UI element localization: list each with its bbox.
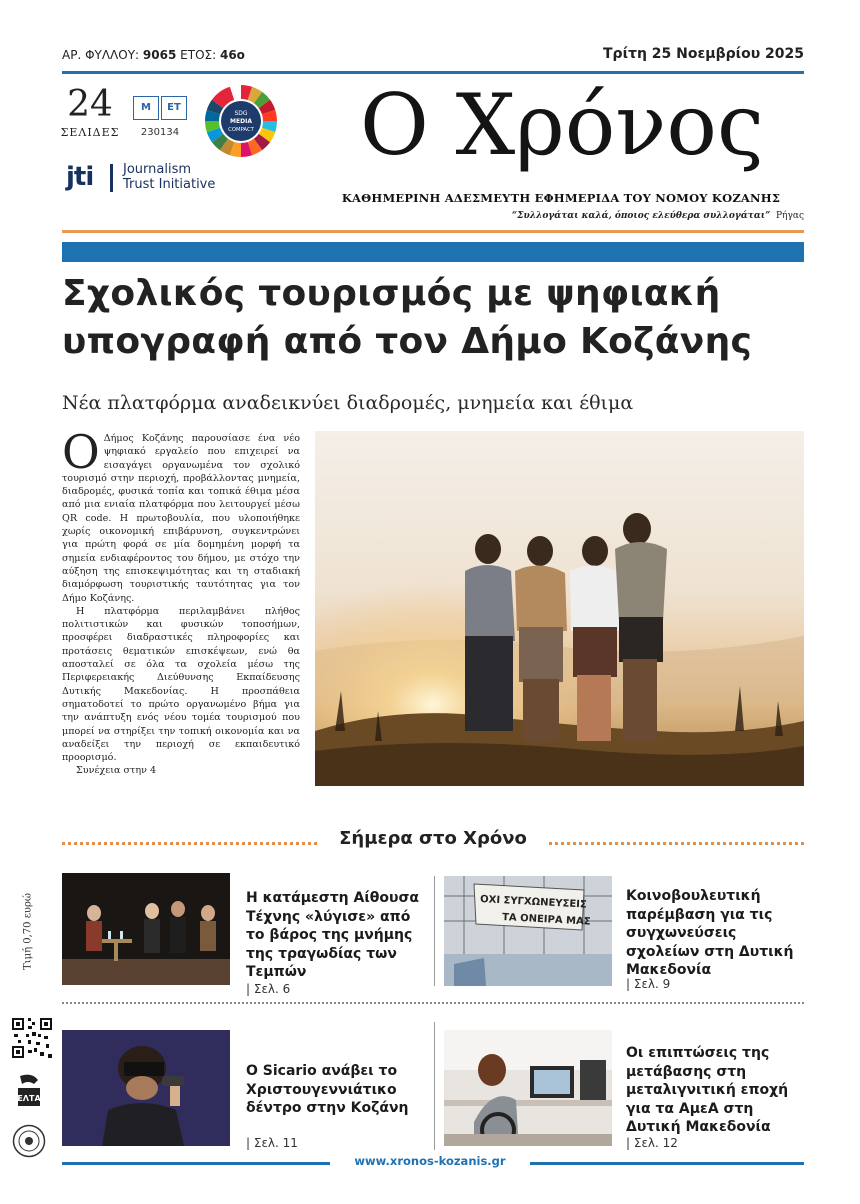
story-2-title[interactable]: Κοινοβουλευτική παρέμβαση για τις συγχωνεύσεις σχολείων στη Δυτική Μακεδονία bbox=[626, 888, 794, 978]
year-label: ΕΤΟΣ: bbox=[180, 48, 217, 62]
lead-headline-line-1: Σχολικός τουρισμός με ψηφιακή bbox=[62, 273, 721, 314]
story-2-photo-protest-banner[interactable] bbox=[444, 876, 612, 986]
story-4-title[interactable]: Οι επιπτώσεις της μετάβασης στη μεταλιγνιτική εποχή για τα ΑμεΑ στη Δυτική Μακεδονία bbox=[626, 1045, 789, 1135]
lead-article-body bbox=[62, 425, 300, 778]
year-number: 46ο bbox=[219, 48, 245, 62]
motto bbox=[512, 211, 804, 221]
story-1-page-ref[interactable]: | Σελ. 6 bbox=[246, 982, 291, 996]
story-4-page-ref[interactable]: | Σελ. 12 bbox=[626, 1136, 678, 1150]
story-3-title[interactable]: Ο Sicario ανάβει το Χριστουγεννιάτικο δέντρο στην Κοζάνη bbox=[246, 1063, 409, 1116]
story-4-photo-wheelchair-office[interactable] bbox=[444, 1030, 612, 1146]
today-title: Σήμερα στο Χρόνο bbox=[339, 828, 527, 849]
story-3-photo-sicario[interactable] bbox=[62, 1030, 230, 1146]
pages-number: 24 bbox=[67, 84, 113, 125]
jti-line-2: Trust Initiative bbox=[123, 177, 216, 192]
issue-number: 9065 bbox=[142, 48, 177, 62]
stories-row-divider bbox=[62, 1002, 804, 1004]
story-2-page-ref[interactable]: | Σελ. 9 bbox=[626, 977, 671, 991]
story-3-page-ref[interactable]: | Σελ. 11 bbox=[246, 1136, 298, 1150]
jti-line-1: Journalism bbox=[123, 162, 192, 177]
lead-headline-line-2: υπογραφή από τον Δήμο Κοζάνης bbox=[62, 321, 753, 362]
lead-deck: Νέα πλατφόρμα αναδεικνύει διαδρομές, μνημεία και έθιμα bbox=[62, 392, 634, 414]
story-divider-bottom bbox=[434, 1022, 435, 1150]
met-left-letter: Μ bbox=[133, 96, 159, 120]
motto-author: Ρήγας bbox=[776, 211, 804, 221]
met-badge bbox=[133, 96, 187, 122]
met-right-letters: ΕΤ bbox=[161, 96, 187, 120]
met-code: 230134 bbox=[140, 127, 180, 138]
qr-code-icon[interactable] bbox=[10, 1016, 54, 1060]
elta-logo bbox=[12, 1072, 46, 1114]
issue-info bbox=[62, 48, 245, 62]
svg-text:MEDIA: MEDIA bbox=[230, 118, 252, 125]
story-divider-top bbox=[434, 876, 435, 986]
orange-rule bbox=[62, 230, 804, 233]
jti-logo: jti bbox=[66, 162, 94, 192]
drop-cap: Ο bbox=[62, 425, 100, 479]
today-section-header bbox=[62, 828, 804, 856]
footer-website-link[interactable]: www.xronos-kozanis.gr bbox=[330, 1154, 530, 1168]
price-label: Τιμή 0,70 ευρώ bbox=[22, 893, 34, 970]
blue-band bbox=[62, 242, 804, 262]
publication-date: Τρίτη 25 Νοεμβρίου 2025 bbox=[603, 46, 804, 62]
lead-headline[interactable] bbox=[62, 270, 804, 366]
association-seal-icon bbox=[12, 1124, 46, 1158]
jti-divider bbox=[110, 164, 113, 192]
newspaper-subtitle: ΚΑΘΗΜΕΡΙΝΗ ΑΔΕΣΜΕΥΤΗ ΕΦΗΜΕΡΙΔΑ ΤΟΥ ΝΟΜΟΥ ΚΟΖΑΝΗΣ bbox=[341, 191, 781, 205]
svg-text:ΟΧΙ ΣΥΓΧΩΝΕΥΣΕΙΣ: ΟΧΙ ΣΥΓΧΩΝΕΥΣΕΙΣ bbox=[479, 894, 588, 911]
story-1-title[interactable]: Η κατάμεστη Αίθουσα Τέχνης «λύγισε» από το βάρος της μνήμης της τραγωδίας των Τεμπών bbox=[246, 890, 419, 980]
svg-text:ΤΑ ΟΝΕΙΡΑ ΜΑΣ: ΤΑ ΟΝΕΙΡΑ ΜΑΣ bbox=[501, 912, 591, 928]
issue-label: ΑΡ. ΦΥΛΛΟΥ: bbox=[62, 48, 140, 62]
newspaper-title: Ο Χρόνος bbox=[359, 76, 764, 174]
motto-quote: “Συλλογάται καλά, όποιος ελεύθερα συλλογάται” bbox=[511, 211, 771, 221]
continued-link[interactable]: Συνέχεια στην 4 bbox=[76, 765, 157, 777]
sdg-media-compact-logo bbox=[204, 84, 278, 158]
svg-text:ΕΛΤΑ: ΕΛΤΑ bbox=[17, 1094, 41, 1103]
lead-paragraph-2: Η πλατφόρμα περιλαμβάνει πλήθος πολιτιστικών και φυσικών τοποσήμων, προσφέρει διαδραστικές πληροφορίες και προτάσεις θεματικών επισκέψεων, ενώ θα αποσταλεί σε όλα τα σχολεία μέσω της Περιφερειακής Διεύθυνσης Εκπαίδευσης Δυτικής Μακεδονίας. Η προσπάθεια σηματοδοτεί το πρώτο οργανωμένο βήμα για την ανάπτυξη ενός νέου τομέα τουρισμού που μπορεί να στηρίξει την τοπική οικονομία και να αναδείξει την περιοχή σε εκπαιδευτικό προορισμό. bbox=[62, 605, 300, 764]
lead-photo-friends-sunset[interactable] bbox=[315, 431, 804, 786]
pages-label: ΣΕΛΙΔΕΣ bbox=[60, 126, 120, 139]
svg-text:SDG: SDG bbox=[234, 110, 248, 117]
lead-paragraph-1: Ο Δήμος Κοζάνης παρουσίασε ένα νέο ψηφιακό εργαλείο που επιχειρεί να εισαγάγει οργανωμένα τον σχολικό τουρισμό στην περιοχή, προβάλλοντας μνημεία, διαδρομές, φυσικά τοπία και τοπικά έθιμα μέσα από μια ενιαία πλατφόρμα που λειτουργεί μέσω QR code. Η πρωτοβουλία, που υλοποιήθηκε χωρίς οικονομική επιβάρυνση, συγκεντρώνει για πρώτη φορά σε μία δομημένη μορφή τα σημεία ενδιαφέροντος του δήμου, με στόχο την αύξηση της επισκεψιμότητας και τη σταδιακή διαμόρφωση τουριστικής ταυτότητας για τον Δήμο Κοζάνης. bbox=[62, 425, 300, 604]
svg-text:COMPACT: COMPACT bbox=[228, 127, 254, 133]
story-1-photo-theatre[interactable] bbox=[62, 873, 230, 985]
jti-name bbox=[123, 162, 215, 192]
